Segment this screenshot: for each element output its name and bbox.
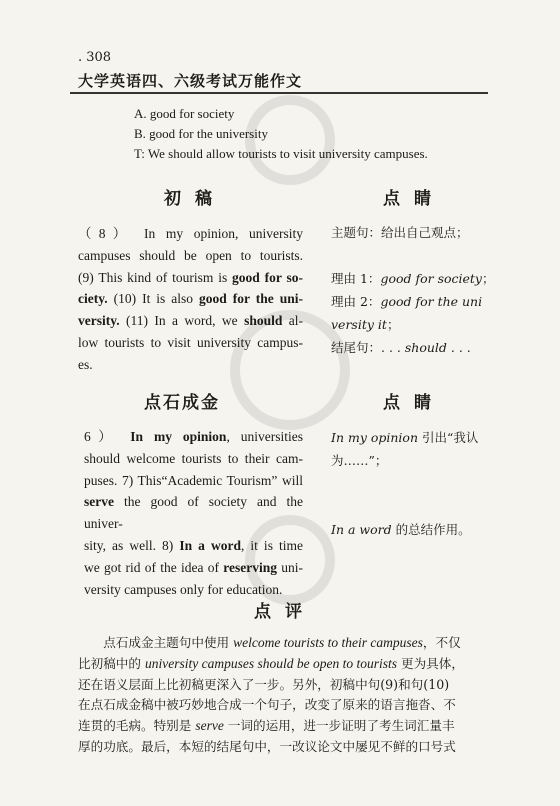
revised-line bbox=[84, 491, 303, 535]
text-run: ciety. bbox=[78, 291, 108, 307]
option-a: A. good for society bbox=[134, 106, 235, 121]
draft-note-line bbox=[331, 336, 495, 359]
draft-note-line bbox=[331, 267, 495, 290]
text-run: (9) This kind of tourism is bbox=[78, 269, 233, 285]
text-run: good for the uni bbox=[380, 294, 483, 309]
revised-line bbox=[84, 557, 303, 579]
text-run: In a word bbox=[179, 537, 241, 553]
draft-line bbox=[78, 245, 303, 267]
text-run: should bbox=[244, 313, 283, 329]
text-run: 比初稿中的 bbox=[78, 655, 145, 671]
draft-note-line bbox=[331, 290, 495, 313]
revised-note-line bbox=[331, 426, 478, 449]
revised-line bbox=[84, 535, 303, 557]
text-run: sity, as well. 8) bbox=[84, 537, 180, 553]
draft-notes-heading: 点睛 bbox=[383, 189, 445, 209]
text-run: uni- bbox=[276, 559, 303, 575]
review-line bbox=[78, 675, 464, 696]
text-run: university campuses should be open to tourists bbox=[144, 655, 397, 671]
text-run: good for society bbox=[380, 271, 482, 286]
review-line bbox=[78, 737, 464, 758]
text-run: . . . should . . . bbox=[381, 340, 471, 355]
text-run: 的总结作用。 bbox=[391, 522, 471, 537]
text-run: serve bbox=[84, 494, 114, 510]
revised-note-line bbox=[331, 495, 478, 518]
text-run: , it is time bbox=[240, 537, 303, 553]
text-run: 在点石成金稿中被巧妙地合成一个句子，改变了原来的语言拖沓、不 bbox=[78, 697, 456, 713]
revised-line bbox=[84, 470, 303, 492]
text-run: we got rid of the idea of bbox=[84, 559, 224, 575]
draft-line bbox=[78, 267, 303, 289]
draft-notes bbox=[331, 221, 495, 359]
draft-note-line bbox=[331, 313, 495, 336]
text-run: 点石成金主题句中使用 bbox=[78, 635, 234, 650]
text-run: In a word bbox=[331, 522, 392, 537]
revised-notes bbox=[331, 426, 478, 541]
text-run: should welcome tourists to their cam- bbox=[84, 450, 303, 466]
text-run: 6） bbox=[84, 429, 131, 444]
option-t: T: We should allow tourists to visit university campuses. bbox=[134, 146, 428, 161]
text-run: (11) In a word, we bbox=[119, 313, 245, 329]
text-run: , universities bbox=[226, 429, 303, 444]
text-run: 连贯的毛病。特别是 bbox=[78, 718, 196, 734]
review-line bbox=[78, 716, 464, 737]
text-run: the good of society and the univer- bbox=[84, 494, 303, 532]
revised-note-line bbox=[331, 518, 478, 541]
text-run: al- bbox=[282, 313, 303, 329]
revised-line bbox=[84, 426, 303, 448]
text-run: 结尾句： bbox=[331, 340, 382, 355]
text-run: In my opinion bbox=[331, 430, 418, 445]
page-number: . 308 bbox=[78, 50, 112, 65]
option-b: B. good for the university bbox=[134, 126, 268, 141]
text-run: 厚的功底。最后，本短的结尾句中，一改议论文中屡见不鲜的口号式 bbox=[78, 738, 456, 754]
text-run: (10) It is also bbox=[107, 291, 200, 307]
running-header-title: 大学英语四、六级考试万能作文 bbox=[78, 72, 303, 90]
review-paragraph bbox=[78, 633, 464, 758]
text-run: 理由 2： bbox=[331, 294, 381, 309]
text-run: good for so- bbox=[232, 269, 303, 285]
text-run: 更为具体， bbox=[396, 655, 464, 671]
revised-line bbox=[84, 448, 303, 470]
text-run: campuses should be open to tourists. bbox=[78, 247, 303, 263]
revised-notes-heading: 点睛 bbox=[383, 393, 445, 413]
text-run: serve bbox=[195, 718, 224, 734]
draft-note-line bbox=[331, 221, 495, 244]
text-run: 还在语义层面上比初稿更深入了一步。另外，初稿中句(9)和句(10) bbox=[78, 676, 450, 692]
draft-heading: 初稿 bbox=[164, 189, 226, 209]
draft-line bbox=[78, 310, 303, 332]
revised-note-line bbox=[331, 472, 478, 495]
text-run: 引出“我认 bbox=[418, 430, 479, 445]
revised-note-line bbox=[331, 449, 478, 472]
text-run: ； bbox=[482, 271, 495, 286]
text-run: ，不仅 bbox=[422, 635, 461, 650]
text-run: 理由 1： bbox=[331, 271, 381, 286]
review-line bbox=[78, 633, 464, 654]
text-run: good for the uni- bbox=[199, 291, 303, 307]
revised-heading: 点石成金 bbox=[144, 393, 220, 413]
text-run: 一词的运用，进一步证明了考生词汇量丰 bbox=[223, 718, 455, 734]
draft-line bbox=[78, 288, 303, 310]
text-run: 主题句：给出自己观点； bbox=[331, 225, 469, 240]
text-run: In my opinion bbox=[130, 429, 227, 444]
draft-paragraph bbox=[78, 223, 303, 376]
text-run: versity it bbox=[331, 317, 387, 332]
review-heading: 点评 bbox=[254, 602, 316, 622]
text-run: versity. bbox=[78, 313, 120, 329]
text-run: low tourists to visit university campus- bbox=[78, 334, 303, 350]
text-run: es. bbox=[78, 356, 93, 372]
text-run: 为……”； bbox=[331, 453, 388, 468]
draft-note-line bbox=[331, 244, 495, 267]
revised-paragraph bbox=[84, 426, 303, 600]
text-run: versity campuses only for education. bbox=[84, 581, 283, 597]
text-run: welcome tourists to their campuses bbox=[233, 635, 423, 650]
review-line bbox=[78, 654, 464, 675]
text-run: reserving bbox=[223, 559, 277, 575]
draft-line bbox=[78, 332, 303, 354]
text-run: （8） In my opinion, university bbox=[78, 226, 303, 241]
text-run: puses. 7) This“Academic Tourism” will bbox=[84, 472, 303, 488]
header-rule bbox=[70, 92, 488, 94]
review-line bbox=[78, 695, 464, 716]
draft-line bbox=[78, 223, 303, 245]
text-run: ； bbox=[386, 317, 400, 332]
draft-line bbox=[78, 354, 303, 376]
